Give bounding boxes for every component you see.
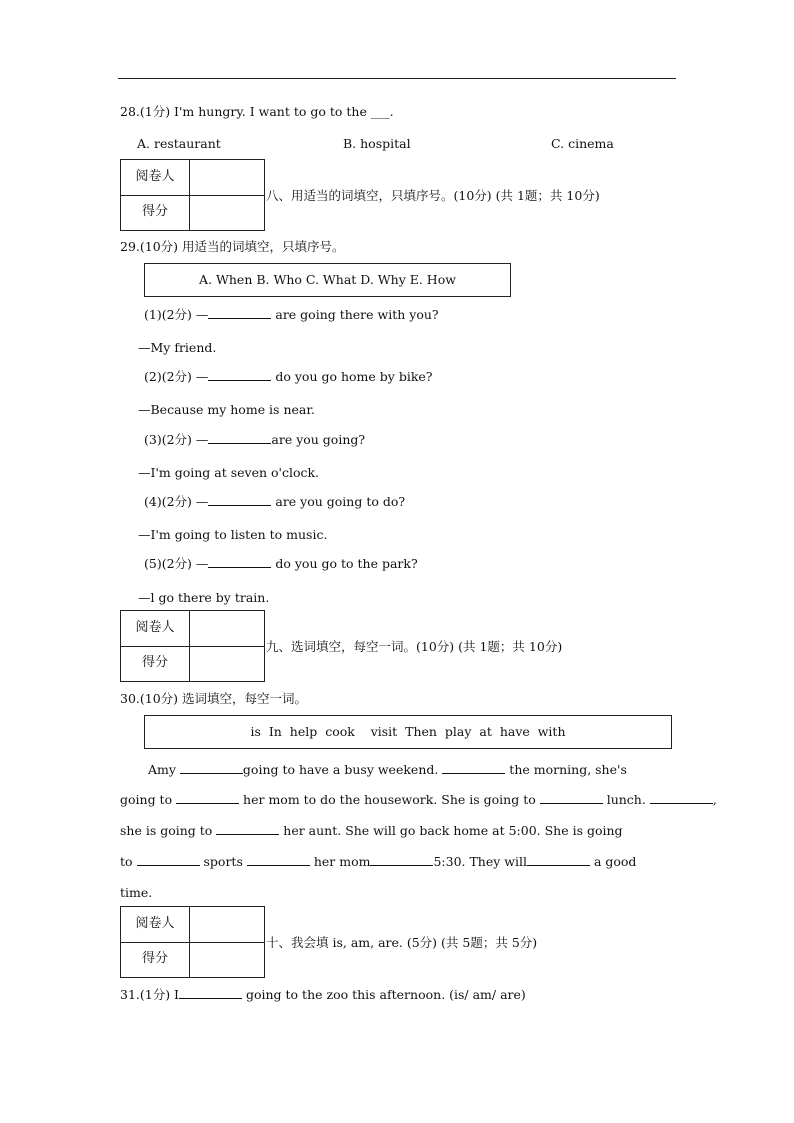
score-label: 得分 <box>121 942 190 978</box>
q28-option-a: A. restaurant <box>137 136 221 151</box>
q29-item-5-answer: —l go there by train. <box>138 590 270 605</box>
score-cell <box>190 646 264 682</box>
q28-option-b: B. hospital <box>343 136 411 151</box>
section-eight-title: 八、用适当的词填空，只填序号。(10分) (共 1题；共 10分) <box>266 188 600 203</box>
q29-item-2-question: (2)(2分) — do you go home by bike? <box>144 369 433 384</box>
header-rule <box>118 78 676 79</box>
answer-blank[interactable] <box>527 854 590 866</box>
score-cell <box>190 195 264 231</box>
q28-option-c: C. cinema <box>551 136 614 151</box>
q29-item-3-answer: —I'm going at seven o'clock. <box>138 465 320 480</box>
answer-blank[interactable] <box>442 762 505 774</box>
answer-blank[interactable] <box>540 792 603 804</box>
q30-passage-line-1: Amy going to have a busy weekend. the morning, she's <box>148 762 627 777</box>
q30-passage-line-3: she is going to her aunt. She will go back home at 5:00. She is going <box>120 823 623 838</box>
answer-blank[interactable] <box>208 369 271 381</box>
q30-stem: 30.(10分) 选词填空，每空一词。 <box>120 691 308 706</box>
answer-blank[interactable] <box>208 494 271 506</box>
q29-item-3-question: (3)(2分) — are you going? <box>144 432 366 447</box>
answer-blank[interactable] <box>216 823 279 835</box>
section-nine-title: 九、选词填空，每空一词。(10分) (共 1题；共 10分) <box>266 639 563 654</box>
answer-blank[interactable] <box>176 792 239 804</box>
answer-blank[interactable] <box>208 556 271 568</box>
grader-cell <box>190 907 264 943</box>
q29-item-1-question: (1)(2分) — are going there with you? <box>144 307 439 322</box>
grader-cell <box>190 611 264 647</box>
grader-label: 阅卷人 <box>121 160 190 196</box>
q30-word-box: is In help cook visit Then play at have with <box>144 715 672 749</box>
score-table <box>120 610 265 682</box>
answer-blank[interactable] <box>208 432 271 444</box>
answer-blank[interactable] <box>180 762 243 774</box>
q28-stem: 28.(1分) I'm hungry. I want to go to the ___. <box>120 104 394 119</box>
score-table <box>120 906 265 978</box>
answer-blank[interactable] <box>370 854 433 866</box>
q29-item-2-answer: —Because my home is near. <box>138 402 315 417</box>
grader-label: 阅卷人 <box>121 907 190 943</box>
answer-blank[interactable] <box>208 307 271 319</box>
q31-question: 31.(1分) I going to the zoo this afternoon. (is/ am/ are) <box>120 987 526 1002</box>
q30-passage-line-4: to sports her mom 5:30. They will a good <box>120 854 637 869</box>
answer-blank[interactable] <box>247 854 310 866</box>
answer-blank[interactable] <box>650 792 713 804</box>
answer-blank[interactable] <box>137 854 200 866</box>
q29-word-box: A. When B. Who C. What D. Why E. How <box>144 263 511 297</box>
score-label: 得分 <box>121 646 190 682</box>
grader-cell <box>190 160 264 196</box>
q29-stem: 29.(10分) 用适当的词填空，只填序号。 <box>120 239 345 254</box>
q29-item-1-answer: —My friend. <box>138 340 217 355</box>
q30-passage-line-2: going to her mom to do the housework. She is going to lunch. , <box>120 792 717 807</box>
answer-blank[interactable] <box>179 987 242 999</box>
q29-item-5-question: (5)(2分) — do you go to the park? <box>144 556 418 571</box>
score-label: 得分 <box>121 195 190 231</box>
q29-item-4-answer: —I'm going to listen to music. <box>138 527 328 542</box>
section-ten-title: 十、我会填 is, am, are. (5分) (共 5题；共 5分) <box>266 935 538 950</box>
grader-label: 阅卷人 <box>121 611 190 647</box>
score-table <box>120 159 265 231</box>
q30-passage-line-5: time. <box>120 885 153 900</box>
q29-item-4-question: (4)(2分) — are you going to do? <box>144 494 406 509</box>
score-cell <box>190 942 264 978</box>
